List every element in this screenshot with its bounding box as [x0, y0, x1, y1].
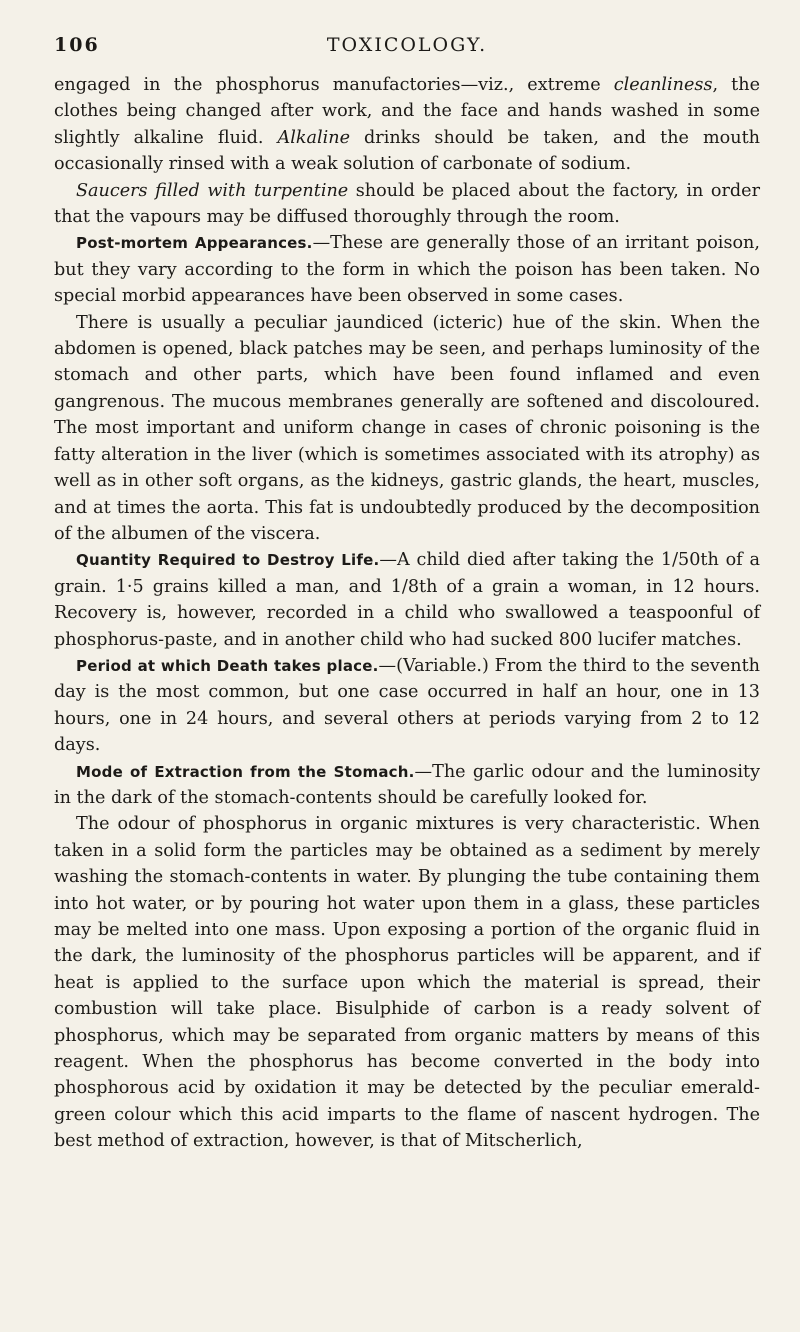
section-heading: Mode of Extraction from the Stomach.: [76, 762, 415, 781]
section-paragraph: Post-mortem Appearances.—These are generally those of an irritant poison, but they vary according to the form in which the poison has been taken. No special morbid appearances have been observed in some cases.: [54, 233, 760, 307]
paragraph: The odour of phosphorus in organic mixtures is very characteristic. When taken in a solid form the particles may be obtained as a sediment by merely washing the stomach-contents in water. By plunging the tube containing them into hot water, or by pouring hot water upon them in a glass, these particles may be melted into one mass. Upon exposing a portion of the organic fluid in the dark, the luminosity of the phosphorus particles will be apparent, and if heat is applied to the surface upon which the material is spread, their combustion will take place. Bisulphide of carbon is a ready solvent of phosphorus, which may be separated from organic matters by means of this reagent. When the phosphorus has become converted in the body into phosphorous acid by oxidation it may be detected by the peculiar emerald-green colour which this acid imparts to the flame of nascent hydrogen. The best method of extraction, however, is that of Mitscherlich,: [54, 814, 760, 1152]
section-paragraph: Mode of Extraction from the Stomach.—The garlic odour and the luminosity in the dark of the stomach-contents should be carefully looked for.: [54, 761, 761, 808]
paragraph: engaged in the phosphorus manufactories—viz., extreme cleanliness, the clothes being changed after work, and the face and hands washed in some slightly alkaline fluid. Alkaline drinks should be taken, and the mouth occasionally rinsed with a weak solution of carbonate of sodium.: [54, 75, 761, 175]
page-number: 106: [54, 34, 100, 56]
page-header: [54, 34, 760, 66]
running-title: TOXICOLOGY.: [326, 34, 488, 56]
paragraph: Saucers filled with turpentine should be placed about the factory, in order that the vapours may be diffused thoroughly through the room.: [54, 180, 760, 228]
section-paragraph: Quantity Required to Destroy Life.—A child died after taking the 1/50th of a grain. 1·5 grains killed a man, and 1/8th of a grain a woman, in 12 hours. Recovery is, however, recorded in a child who swallowed a teaspoonful of phosphorus-paste, and in another child who had sucked 800 lucifer matches.: [54, 550, 760, 650]
section-heading: Quantity Required to Destroy Life.: [76, 551, 380, 570]
section-paragraph: Period at which Death takes place.—(Variable.) From the third to the seventh day is the most common, but one case occurred in half an hour, one in 13 hours, one in 24 hours, and several others at periods varying from 2 to 12 days.: [54, 655, 760, 756]
section-heading: Period at which Death takes place.: [76, 656, 379, 675]
body-text: [54, 72, 760, 1155]
section-heading: Post-mortem Appearances.: [76, 234, 313, 253]
paragraph: There is usually a peculiar jaundiced (icteric) hue of the skin. When the abdomen is opened, black patches may be seen, and perhaps luminosity of the stomach and other parts, which have been found inflamed and even gangrenous. The mucous membranes generally are softened and discoloured. The most important and uniform change in cases of chronic poisoning is the fatty alteration in the liver (which is sometimes associated with its atrophy) as well as in other soft organs, as the kidneys, gastric glands, the heart, muscles, and at times the aorta. This fat is undoubtedly produced by the decomposition of the albumen of the viscera.: [54, 312, 760, 544]
